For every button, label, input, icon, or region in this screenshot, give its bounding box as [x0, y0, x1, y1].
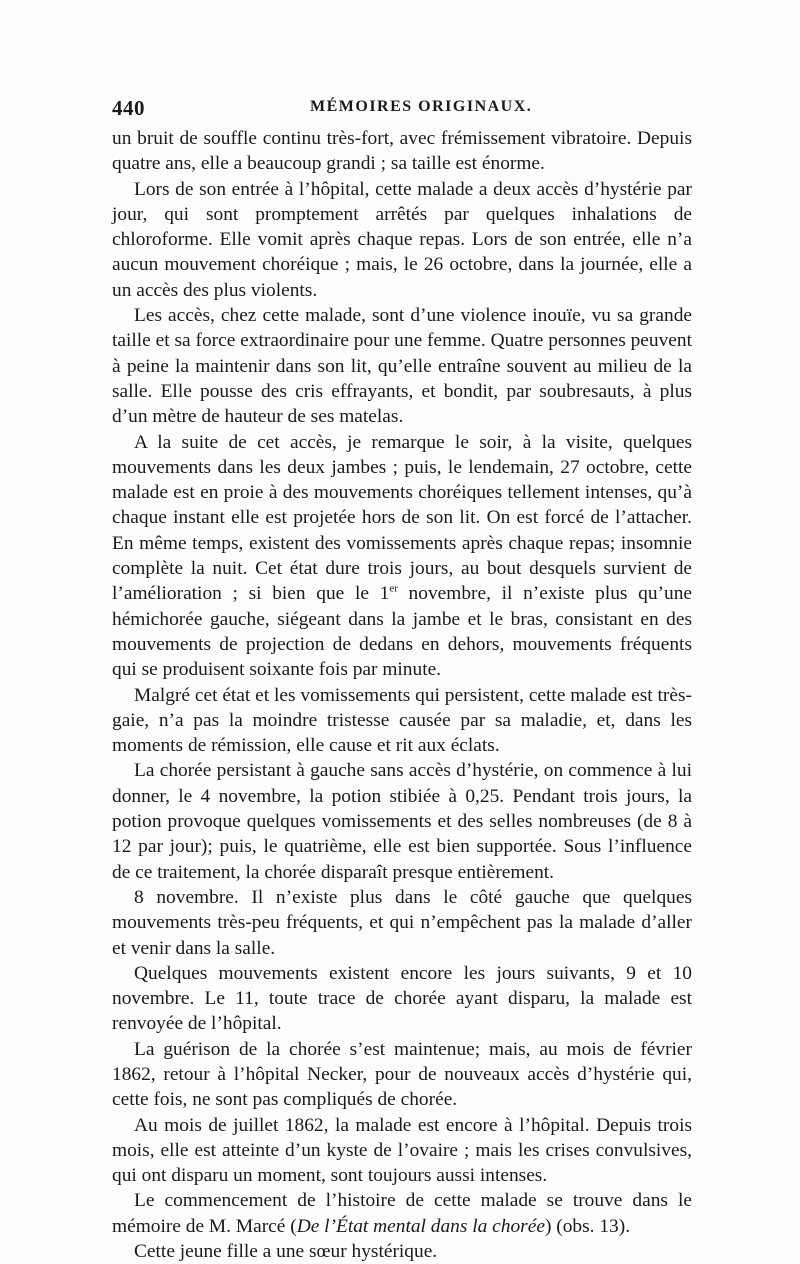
paragraph-5: Malgré cet état et les vomissements qui persistent, cette malade est très-gaie, n’a pas la moindre tristesse causée par sa maladie, et, dans les moments de rémission, elle cause et rit aux éclats. [112, 684, 692, 757]
running-head: MÉMOIRES ORIGINAUX. [310, 98, 533, 115]
paragraph-8: Quelques mouvements existent encore les jours suivants, 9 et 10 novembre. Le 11, toute trace de chorée ayant disparu, la malade est renvoyée de l’hôpital. [112, 962, 692, 1035]
book-page [112, 96, 692, 1264]
paragraph-3: Les accès, chez cette malade, sont d’une violence inouïe, vu sa grande taille et sa force extraordinaire pour une femme. Quatre personnes peuvent à peine la maintenir dans son lit, qu’elle entraîne souvent au milieu de la salle. Elle pousse des cris effrayants, et bondit, par soubresauts, à plus d’un mètre de hauteur de ses matelas. [112, 305, 692, 428]
page-header [112, 96, 692, 126]
ordinal-superscript: er [389, 582, 398, 595]
paragraph-6: La chorée persistant à gauche sans accès d’hystérie, on commence à lui donner, le 4 novembre, la potion stibiée à 0,25. Pendant trois jours, la potion provoque quelques vomissements et des selles nombreuses (de 8 à 12 par jour); puis, le quatrième, elle est bien supportée. Sous l’influence de ce traitement, la chorée disparaît presque entièrement. [112, 760, 692, 883]
paragraph-12: Cette jeune fille a une sœur hystérique. [134, 1241, 438, 1263]
paragraph-11 [112, 1188, 692, 1239]
page-number: 440 [112, 96, 145, 120]
paragraph-2: Lors de son entrée à l’hôpital, cette malade a deux accès d’hystérie par jour, qui sont promptement arrêtés par quelques inhalations de chloroforme. Elle vomit après chaque repas. Lors de son entrée, elle n’a aucun mouvement choréique ; mais, le 26 octobre, dans la journée, elle a un accès des plus violents. [112, 178, 692, 301]
paragraph-11-text-a: Le commencement de l’histoire de cette malade se trouve dans le mémoire de M. Marcé ( [112, 1190, 692, 1237]
paragraph-4 [112, 430, 692, 683]
paragraph-1: un bruit de souffle continu très-fort, avec frémissement vibratoire. Depuis quatre ans, elle a beaucoup grandi ; sa taille est énorme. [112, 128, 692, 175]
paragraph-11-text-b: ) (obs. 13). [544, 1215, 631, 1237]
body-text [112, 126, 692, 1264]
paragraph-10: Au mois de juillet 1862, la malade est encore à l’hôpital. Depuis trois mois, elle est atteinte d’un kyste de l’ovaire ; mais les crises convulsives, qui ont disparu un moment, sont toujours aussi intenses. [112, 1114, 692, 1187]
paragraph-7: 8 novembre. Il n’existe plus dans le côté gauche que quelques mouvements très-peu fréquents, et qui n’empêchent pas la malade d’aller et venir dans la salle. [112, 886, 692, 959]
paragraph-9: La guérison de la chorée s’est maintenue; mais, au mois de février 1862, retour à l’hôpital Necker, pour de nouveaux accès d’hystérie qui, cette fois, ne sont pas compliqués de chorée. [112, 1038, 692, 1111]
paragraph-4-text-b: novembre, il n’existe plus qu’une hémichorée gauche, siégeant dans la jambe et le bras, consistant en des mouvements de projection de dedans en dehors, mouvements fréquents qui se produisent soixante fois par minute. [112, 583, 692, 681]
cited-title: De l’État mental dans la chorée [296, 1215, 545, 1237]
paragraph-4-text-a: A la suite de cet accès, je remarque le soir, à la visite, quelques mouvements dans les deux jambes ; puis, le lendemain, 27 octobre, cette malade est en proie à des mouvements choréiques tellement intenses, qu’à chaque instant elle est projetée hors de son lit. On est forcé de l’attacher. En même temps, existent des vomissements après chaque repas; insomnie complète la nuit. Cet état dure trois jours, au bout desquels survient de l’amélioration ; si bien que le 1 [112, 431, 692, 605]
